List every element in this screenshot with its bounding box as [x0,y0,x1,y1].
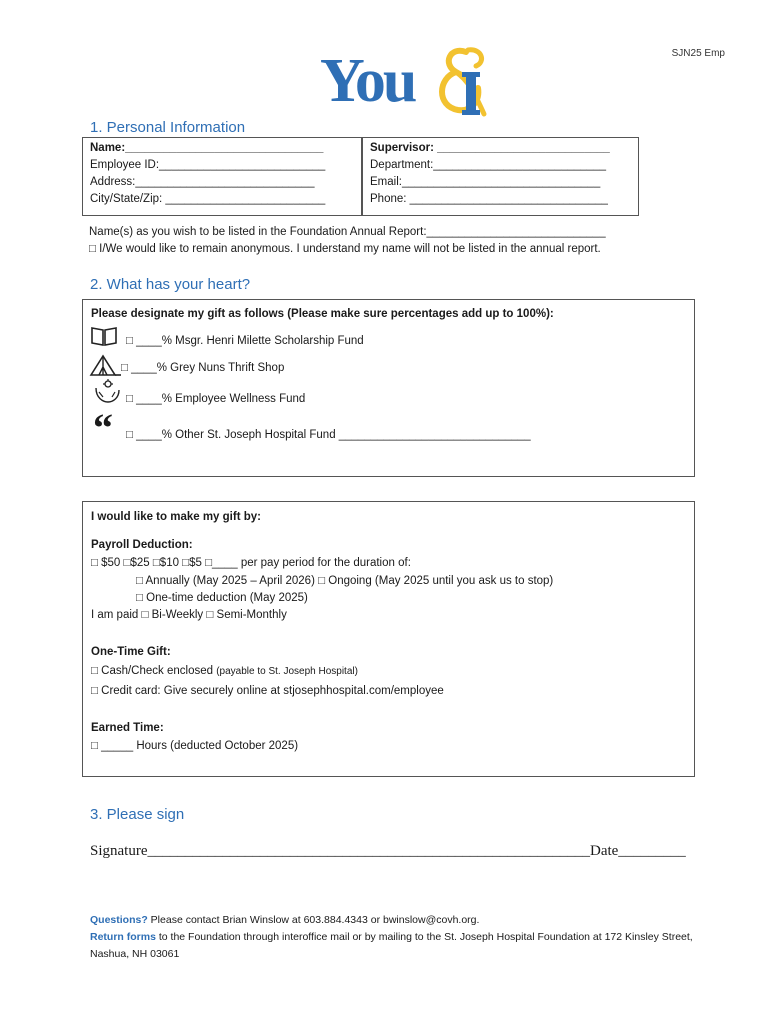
section1-title: 1. Personal Information [90,119,246,136]
book-icon [91,326,117,346]
earned-time-hours-field[interactable]: □ _____ Hours (deducted October 2025) [91,740,299,752]
other-fund-option[interactable]: □ ____% Other St. Joseph Hospital Fund ______________________________ [126,429,531,441]
wellness-fund-option[interactable]: □ ____% Employee Wellness Fund [126,393,306,405]
email-field[interactable]: Email:_______________________________ [370,176,601,188]
document-code: SJN25 Emp [671,48,725,59]
hands-icon [93,378,121,404]
section3-title: 3. Please sign [90,806,185,823]
return-forms-line [90,929,730,963]
signature-date-line[interactable]: Signature___________________________________________________________Date_________ [90,843,686,859]
payroll-title: Payroll Deduction: [91,539,193,551]
cash-check-option[interactable] [91,663,358,680]
earned-time-title: Earned Time: [91,722,164,734]
thrift-shop-option[interactable]: □ ____% Grey Nuns Thrift Shop [121,362,285,374]
one-time-gift-title: One-Time Gift: [91,646,171,658]
address-field[interactable]: Address:____________________________ [90,176,315,188]
designation-intro: Please designate my gift as follows (Please make sure percentages add up to 100%): [91,308,554,320]
gift-method-heading: I would like to make my gift by: [91,511,261,523]
annual-report-name-field[interactable]: Name(s) as you wish to be listed in the Foundation Annual Report:____________________________ [89,226,606,238]
city-state-zip-field[interactable]: City/State/Zip: _________________________ [90,193,326,205]
payroll-duration-options[interactable]: □ Annually (May 2025 – April 2026) □ Ongoing (May 2025 until you ask us to stop) [136,575,554,587]
questions-label: Questions? [90,914,148,926]
return-forms-text: to the Foundation through interoffice mail or by mailing to the St. Joseph Hospital Foundation at 172 Kinsley Street, Nashua, NH 03061 [90,931,693,960]
footer [90,912,730,963]
tent-icon [89,354,123,376]
personal-info-left-box [82,137,362,216]
one-time-deduction-option[interactable]: □ One-time deduction (May 2025) [136,592,308,604]
supervisor-field[interactable]: Supervisor: ___________________________ [370,142,610,154]
cash-check-label: □ Cash/Check enclosed [91,665,217,677]
department-field[interactable]: Department:___________________________ [370,159,606,171]
logo-ampersand-icon [428,44,488,120]
cash-check-note: (payable to St. Joseph Hospital) [216,666,358,677]
section2-title: 2. What has your heart? [90,276,251,293]
designation-box [82,299,695,477]
personal-info-right-box [362,137,639,216]
return-forms-label: Return forms [90,931,156,943]
employee-id-field[interactable]: Employee ID:__________________________ [90,159,326,171]
anonymous-checkbox[interactable]: □ I/We would like to remain anonymous. I understand my name will not be listed in the annual report. [89,243,601,255]
pay-frequency-options[interactable]: I am paid □ Bi-Weekly □ Semi-Monthly [91,609,287,621]
gift-method-box [82,501,695,777]
logo-word: You [320,47,415,115]
credit-card-option[interactable]: □ Credit card: Give securely online at stjosephhospital.com/employee [91,685,444,697]
phone-field[interactable]: Phone: _______________________________ [370,193,608,205]
questions-line [90,912,730,929]
logo [318,44,488,122]
payroll-amount-options[interactable]: □ $50 □$25 □$10 □$5 □____ per pay period for the duration of: [91,557,411,569]
quote-icon: “ [93,405,113,450]
scholarship-fund-option[interactable]: □ ____% Msgr. Henri Milette Scholarship Fund [126,335,364,347]
questions-text: Please contact Brian Winslow at 603.884.4343 or bwinslow@covh.org. [147,914,480,926]
name-field[interactable]: Name:_______________________________ [90,142,324,154]
